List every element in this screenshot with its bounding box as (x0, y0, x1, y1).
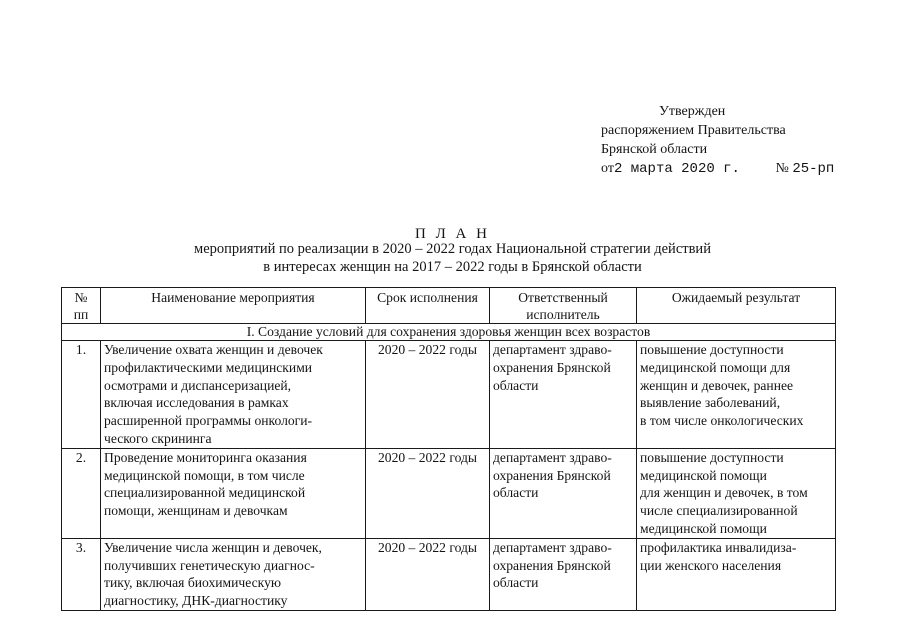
row-num: 2. (62, 448, 101, 538)
row-result: профилактика инвалидиза- ции женского населения (637, 538, 836, 610)
section-row (62, 324, 836, 341)
approval-number: 25-рп (792, 161, 835, 177)
plan-subtitle-line-1: мероприятий по реализации в 2020 – 2022 годах Национальной стратегии действий (194, 241, 711, 257)
date-prefix: от (601, 161, 614, 176)
plan-table (61, 287, 836, 611)
header-num: № пп (62, 288, 101, 324)
table-row (62, 538, 836, 610)
row-name: Проведение мониторинга оказания медицинской помощи, в том числе специализированной медицинской помощи, женщинам и девочкам (101, 448, 366, 538)
plan-subtitle (0, 240, 905, 276)
row-result: повышение доступности медицинской помощи для женщин и девочек, раннее выявление заболеваний, в том числе онкологических (637, 341, 836, 449)
table-header-row (62, 288, 836, 324)
approval-line-approved: Утвержден (659, 104, 726, 119)
row-name: Увеличение числа женщин и девочек, получивших генетическую диагнос- тику, включая биохимическую диагностику, ДНК-диагностику (101, 538, 366, 610)
header-result: Ожидаемый результат (637, 288, 836, 324)
row-name: Увеличение охвата женщин и девочек профилактическими медицинскими осмотрами и диспансеризацией, включая исследования в рамках расширенной программы онкологи- ческого скрининга (101, 341, 366, 449)
row-responsible: департамент здраво- охранения Брянской области (490, 341, 637, 449)
header-name: Наименование мероприятия (101, 288, 366, 324)
approval-stamp (601, 102, 834, 179)
section-title: I. Создание условий для сохранения здоровья женщин всех возрастов (62, 324, 836, 341)
approval-line-order: распоряжением Правительства (601, 123, 786, 138)
plan-subtitle-line-2: в интересах женщин на 2017 – 2022 годы в Брянской области (263, 259, 642, 275)
row-responsible: департамент здраво- охранения Брянской области (490, 448, 637, 538)
row-num: 1. (62, 341, 101, 449)
header-term: Срок исполнения (366, 288, 490, 324)
approval-date: 2 марта 2020 г. (613, 161, 740, 177)
approval-line-region: Брянской области (601, 142, 708, 157)
row-term: 2020 – 2022 годы (366, 341, 490, 449)
table-row (62, 448, 836, 538)
row-responsible: департамент здраво- охранения Брянской области (490, 538, 637, 610)
row-result: повышение доступности медицинской помощи для женщин и девочек, в том числе специализированной медицинской помощи (637, 448, 836, 538)
header-responsible: Ответственный исполнитель (490, 288, 637, 324)
plan-title: П Л А Н (415, 226, 490, 242)
row-term: 2020 – 2022 годы (366, 448, 490, 538)
table-row (62, 341, 836, 449)
approval-date-line (601, 159, 834, 179)
number-prefix: № (775, 161, 789, 176)
row-term: 2020 – 2022 годы (366, 538, 490, 610)
row-num: 3. (62, 538, 101, 610)
